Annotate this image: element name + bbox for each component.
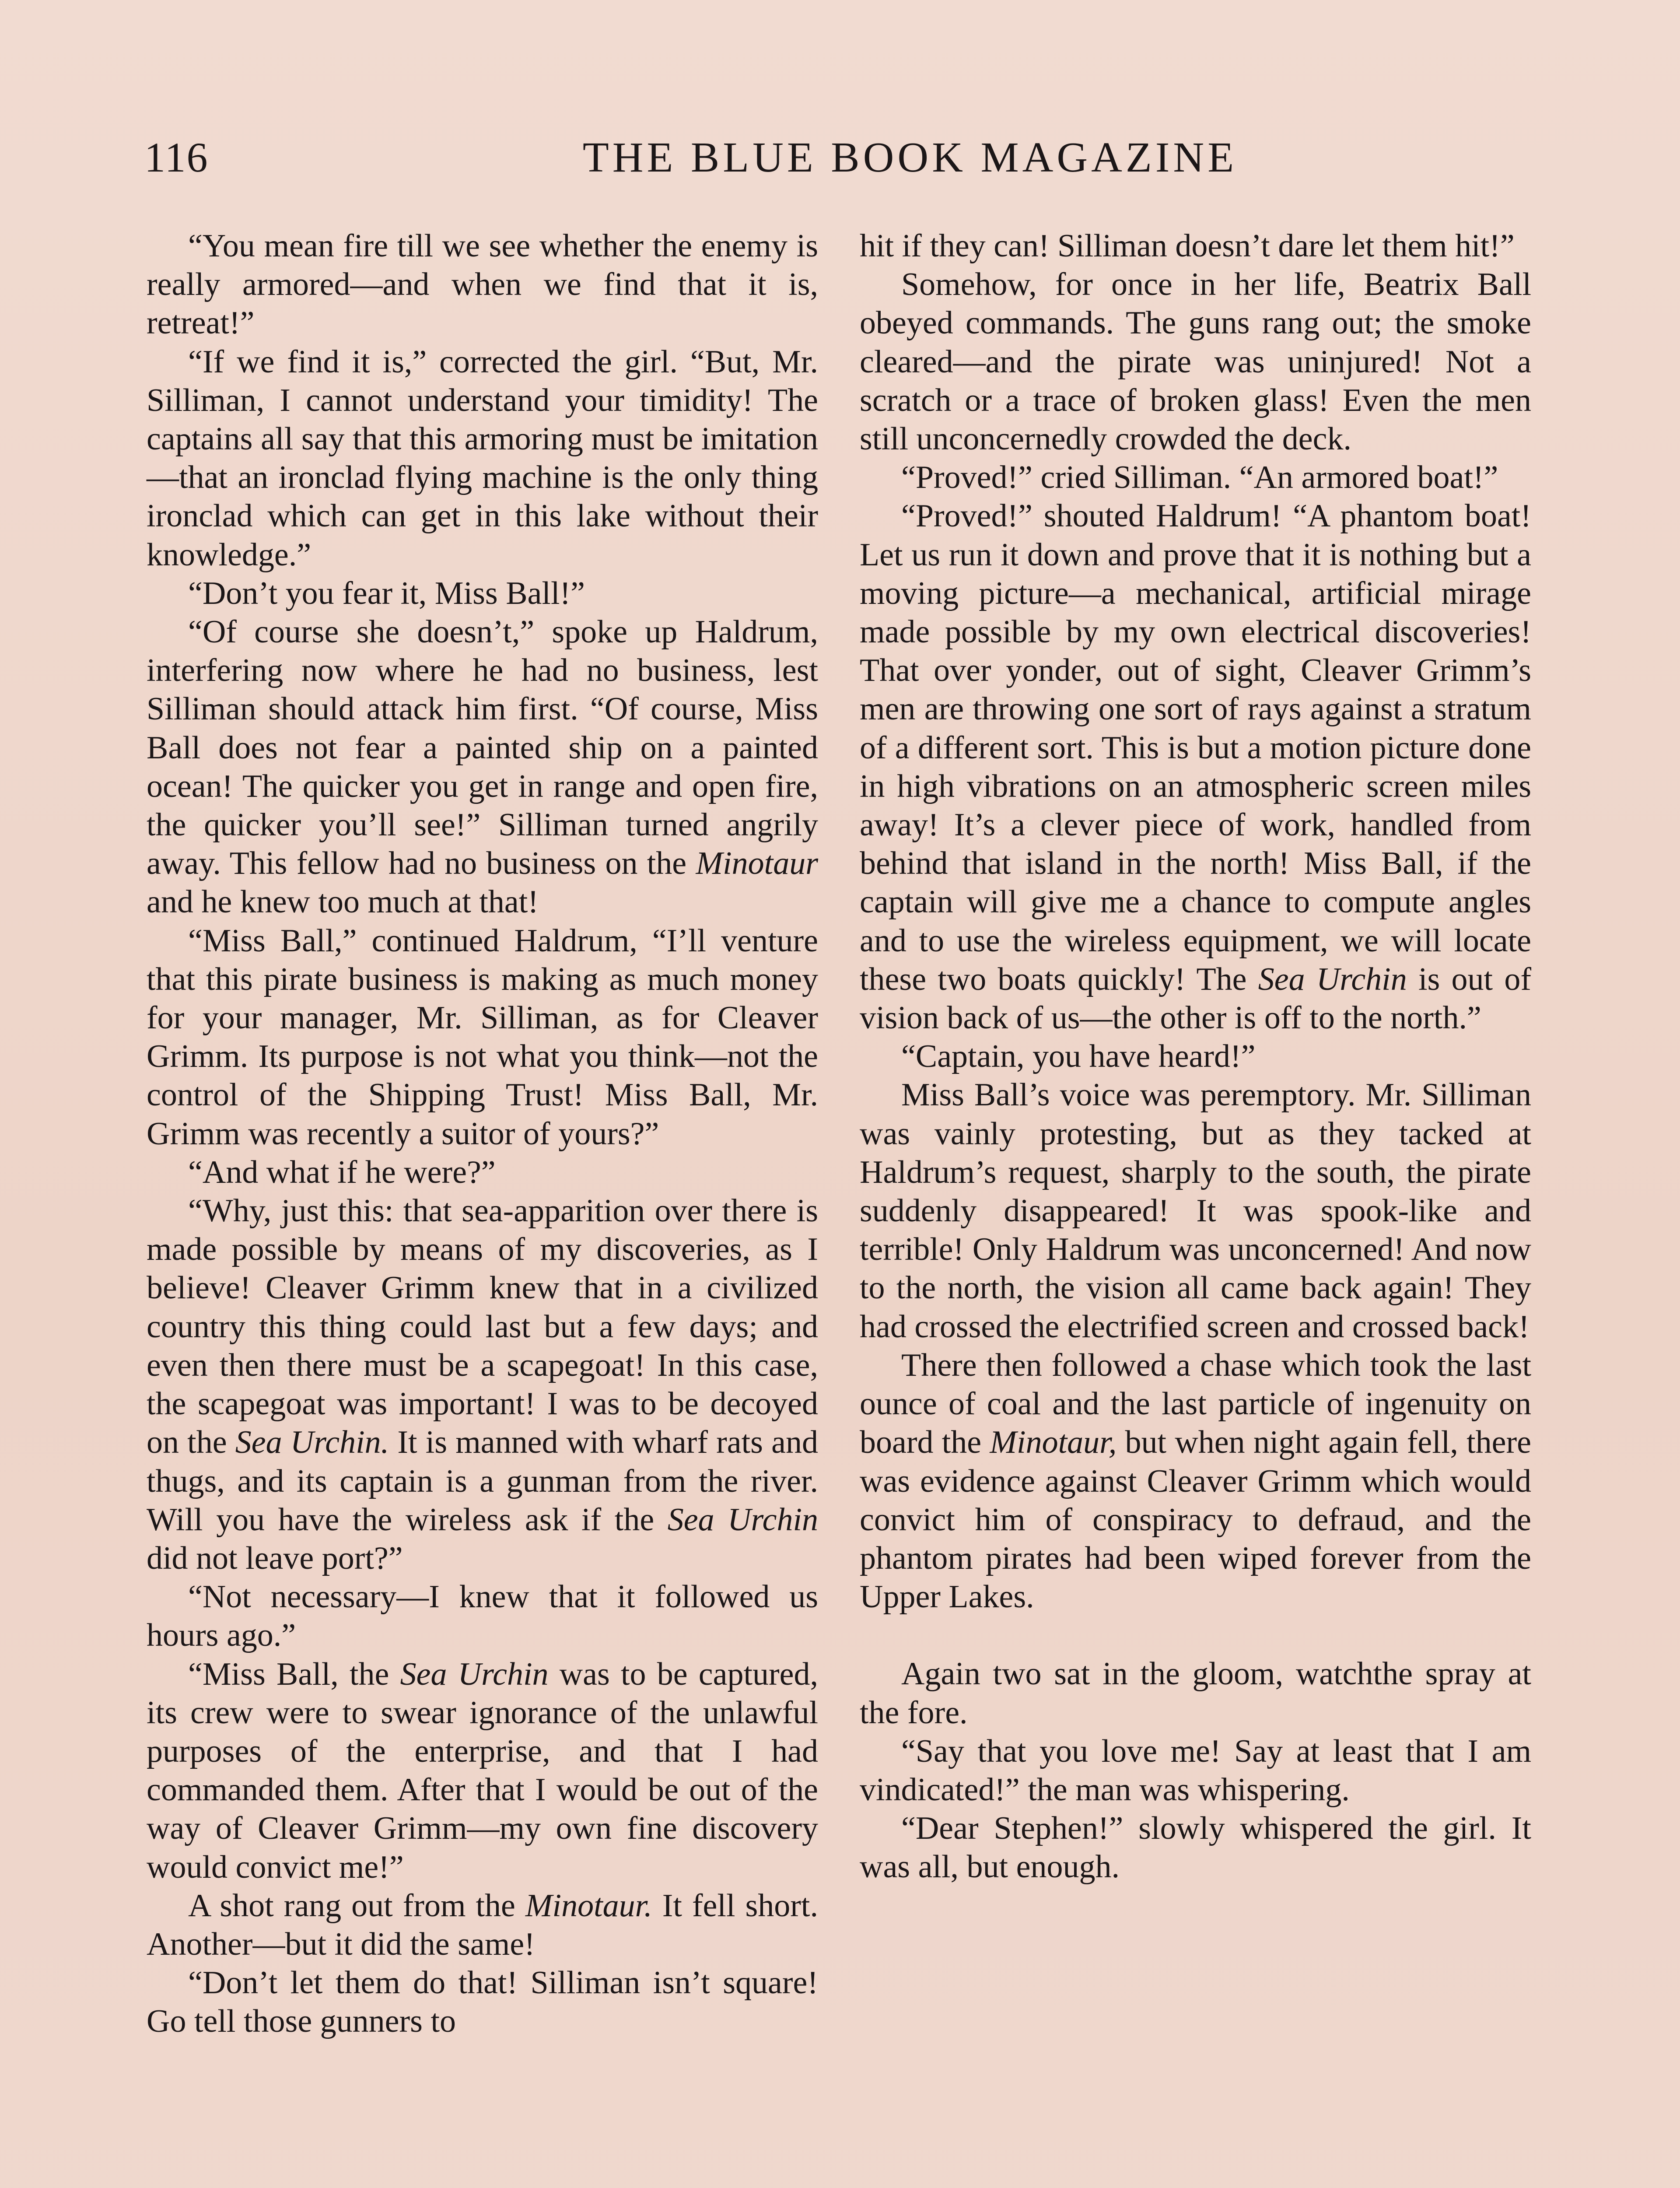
paragraph — [147, 1886, 818, 1964]
paragraph — [147, 227, 818, 343]
text-run: “Dear Stephen!” slowly whispered the girl. It was all, but enough. — [860, 1810, 1531, 1885]
italic-text: Sea Urchin — [667, 1501, 818, 1538]
text-run: It fell short. Another—but it did the same! — [147, 1887, 818, 1962]
paragraph — [147, 1655, 818, 1886]
text-run: “Captain, you have heard!” — [901, 1038, 1256, 1075]
paragraph — [147, 922, 818, 1153]
text-run: but when night again fell, there was evidence against Cleaver Grimm which would convict him of conspiracy to defraud, and the phantom pirates had been wiped forever from the Upper Lakes. — [860, 1424, 1531, 1615]
paragraph — [860, 458, 1531, 497]
paragraph — [860, 1346, 1531, 1616]
italic-text: Sea Urchin. — [235, 1424, 389, 1461]
text-run: “Of course she doesn’t,” spoke up Haldrum, interfering now where he had no business, lest Silliman should attack him first. “Of course, Miss Ball does not fear a painted ship on a painted ocean! The quicker you get in range and open fire, the quicker you’ll see!” Silliman turned angrily away. This fellow had no business on the — [147, 614, 818, 882]
paragraph — [147, 1578, 818, 1655]
paragraph — [860, 1809, 1531, 1886]
paragraph — [147, 1192, 818, 1578]
italic-text: Minotaur, — [990, 1424, 1117, 1461]
text-run: did not leave port?” — [147, 1540, 403, 1576]
paragraph — [147, 1964, 818, 2041]
text-run: “Say that you love me! Say at least that I am vindicated!” the man was whispering. — [860, 1733, 1531, 1808]
text-run: hit if they can! Silliman doesn’t dare let them hit!” — [860, 228, 1515, 264]
text-run: “And what if he were?” — [188, 1154, 496, 1190]
paragraph — [147, 613, 818, 922]
paragraph — [860, 1076, 1531, 1346]
text-run: “Don’t let them do that! Silliman isn’t square! Go tell those gunners to — [147, 1965, 818, 2040]
text-run: “Not necessary—I knew that it followed us hours ago.” — [147, 1579, 818, 1654]
text-run: “Miss Ball,” continued Haldrum, “I’ll venture that this pirate business is making as much money for your manager, Mr. Silliman, as for Cleaver Grimm. Its purpose is not what you think—not the control of the Shipping Trust! Miss Ball, Mr. Grimm was recently a suitor of yours?” — [147, 922, 818, 1152]
paragraph — [860, 497, 1531, 1037]
paragraph — [147, 343, 818, 574]
right-text-column — [860, 227, 1531, 1886]
running-title: THE BLUE BOOK MAGAZINE — [582, 134, 1238, 181]
page-header — [144, 127, 1536, 188]
paragraph — [860, 1732, 1531, 1809]
text-run: “Proved!” shouted Haldrum! “A phantom boat! Let us run it down and prove that it is nothing but a moving picture—a mechanical, artificial mirage made possible by my own electrical discoveries! That over yonder, out of sight, Cleaver Grimm’s men are throwing one sort of rays against a stratum of a different sort. This is but a motion picture done in high vibrations on an atmospheric screen miles away! It’s a clever piece of work, handled from behind that island in the north! Miss Ball, if the captain will give me a chance to compute angles and to use the wireless equipment, we will locate these two boats quickly! The — [860, 498, 1531, 997]
paragraph — [860, 227, 1531, 265]
paragraph — [147, 574, 818, 613]
paragraph — [147, 1153, 818, 1192]
text-run: “If we find it is,” corrected the girl. “But, Mr. Silliman, I cannot understand your timidity! The captains all say that this armoring must be imitation—that an ironclad flying machine is the only thing ironclad which can get in this lake without their knowledge.” — [147, 344, 818, 573]
text-run: “Don’t you fear it, Miss Ball!” — [188, 575, 585, 611]
text-run: Somehow, for once in her life, Beatrix Ball obeyed commands. The guns rang out; the smoke cleared—and the pirate was uninjured! Not a scratch or a trace of broken glass! Even the men still unconcernedly crowded the deck. — [860, 266, 1531, 457]
text-run: “Miss Ball, the — [188, 1656, 400, 1692]
text-run: and he knew too much at that! — [147, 884, 539, 920]
italic-text: Sea Urchin — [400, 1656, 549, 1692]
text-run: was to be captured, its crew were to swear ignorance of the unlawful purposes of the enterprise, and that I had commanded them. After that I would be out of the way of Cleaver Grimm—my own fine discovery would convict me!” — [147, 1656, 818, 1885]
text-run: “Why, just this: that sea-apparition over there is made possible by means of my discoveries, as I believe! Cleaver Grimm knew that in a civilized country this thing could last but a few days; and even then there must be a scapegoat! In this case, the scapegoat was important! I was to be decoyed on the — [147, 1193, 818, 1461]
text-run: Miss Ball’s voice was peremptory. Mr. Silliman was vainly protesting, but as they tacked at Haldrum’s request, sharply to the south, the pirate suddenly disappeared! It was spook-like and terrible! Only Haldrum was unconcerned! And now to the north, the vision all came back again! They had crossed the electrified screen and crossed back! — [860, 1077, 1531, 1345]
text-run: Again two sat in the gloom, watchthe spray at the fore. — [860, 1656, 1531, 1731]
text-run: “You mean fire till we see whether the enemy is really armored—and when we find that it is, retreat!” — [147, 228, 818, 341]
text-run: It is manned with wharf rats and thugs, and its captain is a gunman from the river. Will you have the wireless ask if the — [147, 1424, 818, 1538]
paragraph — [860, 1655, 1531, 1732]
page-number: 116 — [144, 134, 209, 181]
left-text-column — [147, 227, 818, 2041]
text-run: There then followed a chase which took the last ounce of coal and the last particle of ingenuity on board the — [860, 1347, 1531, 1461]
text-run: A shot rang out from the — [188, 1887, 525, 1924]
paragraph — [860, 265, 1531, 458]
italic-text: Minotaur — [696, 845, 818, 882]
italic-text: Minotaur. — [525, 1887, 652, 1924]
text-run: is out of vision back of us—the other is off to the north.” — [860, 961, 1531, 1036]
paragraph — [860, 1037, 1531, 1076]
text-run: “Proved!” cried Silliman. “An armored boat!” — [901, 459, 1498, 496]
italic-text: Sea Urchin — [1258, 961, 1407, 997]
